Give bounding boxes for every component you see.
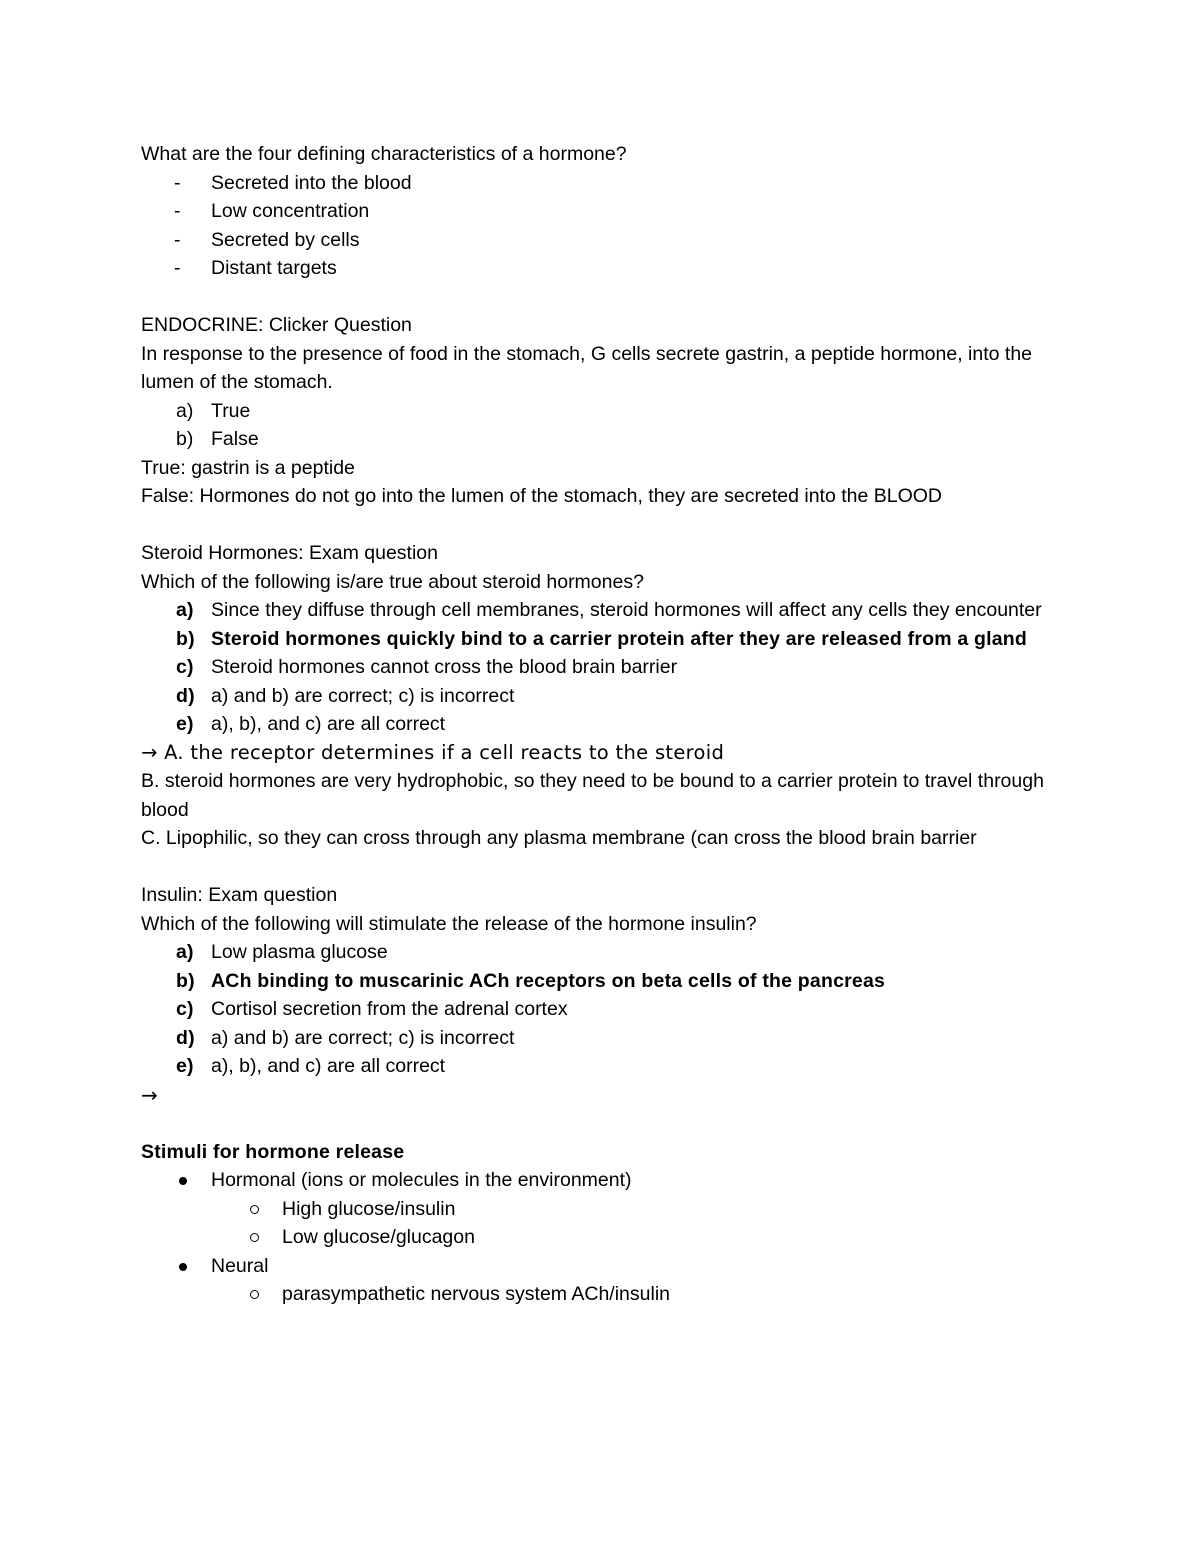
option-item-correct: b) ACh binding to muscarinic ACh receptors on beta cells of the pancreas [141, 967, 1071, 996]
list-item: - Secreted into the blood [141, 169, 1071, 198]
option-item: d) a) and b) are correct; c) is incorrect [141, 1024, 1071, 1053]
option-marker: a) [176, 599, 194, 621]
q3-heading: Steroid Hormones: Exam question [141, 542, 438, 564]
option-marker: d) [176, 1026, 195, 1049]
option-marker: b) [176, 428, 194, 450]
q4-heading: Insulin: Exam question [141, 884, 338, 906]
option-marker: b) [176, 969, 195, 992]
option-item: e) a), b), and c) are all correct [141, 1052, 1071, 1081]
q1-question: What are the four defining characteristics of a hormone? [141, 143, 627, 165]
option-item: c) Cortisol secretion from the adrenal cortex [141, 995, 1071, 1024]
q2-answer-true: True: gastrin is a peptide [141, 456, 355, 479]
list-marker: - [174, 228, 181, 251]
bullet-item: Neural [141, 1252, 1071, 1281]
spacer [141, 511, 1071, 540]
option-marker: c) [176, 998, 194, 1020]
list-marker: - [174, 257, 181, 279]
option-marker: a) [176, 399, 194, 422]
sub-bullet-item: parasympathetic nervous system ACh/insulin [141, 1280, 1071, 1309]
option-item: b) False [141, 425, 1071, 454]
option-marker: a) [176, 941, 194, 963]
option-marker: e) [176, 713, 194, 735]
option-marker: e) [176, 1055, 194, 1077]
list-marker: - [174, 171, 181, 194]
option-marker: c) [176, 656, 194, 678]
list-item: - Distant targets [141, 254, 1071, 283]
circle-bullet-icon [250, 1290, 259, 1299]
document-page [141, 140, 1071, 1309]
sub-bullet-item: Low glucose/glucagon [141, 1223, 1071, 1252]
list-marker: - [174, 200, 181, 222]
option-marker: b) [176, 627, 195, 650]
option-item: d) a) and b) are correct; c) is incorrect [141, 682, 1071, 711]
option-marker: d) [176, 684, 195, 707]
list-item: - Secreted by cells [141, 226, 1071, 255]
q3-explanation-b: B. steroid hormones are very hydrophobic, so they need to be bound to a carrier protein to travel through blood [141, 770, 1050, 821]
spacer [141, 283, 1071, 312]
option-item: c) Steroid hormones cannot cross the blood brain barrier [141, 653, 1071, 682]
q2-heading: ENDOCRINE: Clicker Question [141, 314, 412, 336]
circle-bullet-icon [250, 1233, 259, 1242]
q3-explanation-a: → A. the receptor determines if a cell reacts to the steroid [141, 740, 725, 764]
bullet-icon [179, 1177, 187, 1185]
option-item: e) a), b), and c) are all correct [141, 710, 1071, 739]
option-item-correct: b) Steroid hormones quickly bind to a carrier protein after they are released from a gland [141, 625, 1071, 654]
spacer [141, 1109, 1071, 1138]
sub-bullet-item: High glucose/insulin [141, 1195, 1071, 1224]
q4-arrow: → [141, 1082, 158, 1107]
list-item: - Low concentration [141, 197, 1071, 226]
bullet-item: Hormonal (ions or molecules in the environment) [141, 1166, 1071, 1195]
option-item: a) True [141, 397, 1071, 426]
option-item: a) Since they diffuse through cell membranes, steroid hormones will affect any cells they encounter [141, 596, 1071, 625]
option-item: a) Low plasma glucose [141, 938, 1071, 967]
q2-text: In response to the presence of food in the stomach, G cells secrete gastrin, a peptide hormone, into the lumen of the stomach. [141, 342, 1038, 393]
circle-bullet-icon [250, 1205, 259, 1214]
bullet-icon [179, 1263, 187, 1271]
q4-question: Which of the following will stimulate the release of the hormone insulin? [141, 912, 757, 935]
q3-explanation-c: C. Lipophilic, so they can cross through any plasma membrane (can cross the blood brain barrier [141, 827, 977, 849]
spacer [141, 853, 1071, 882]
stimuli-heading: Stimuli for hormone release [141, 1140, 405, 1163]
q3-question: Which of the following is/are true about steroid hormones? [141, 570, 644, 593]
q2-answer-false: False: Hormones do not go into the lumen of the stomach, they are secreted into the BLOOD [141, 485, 943, 507]
